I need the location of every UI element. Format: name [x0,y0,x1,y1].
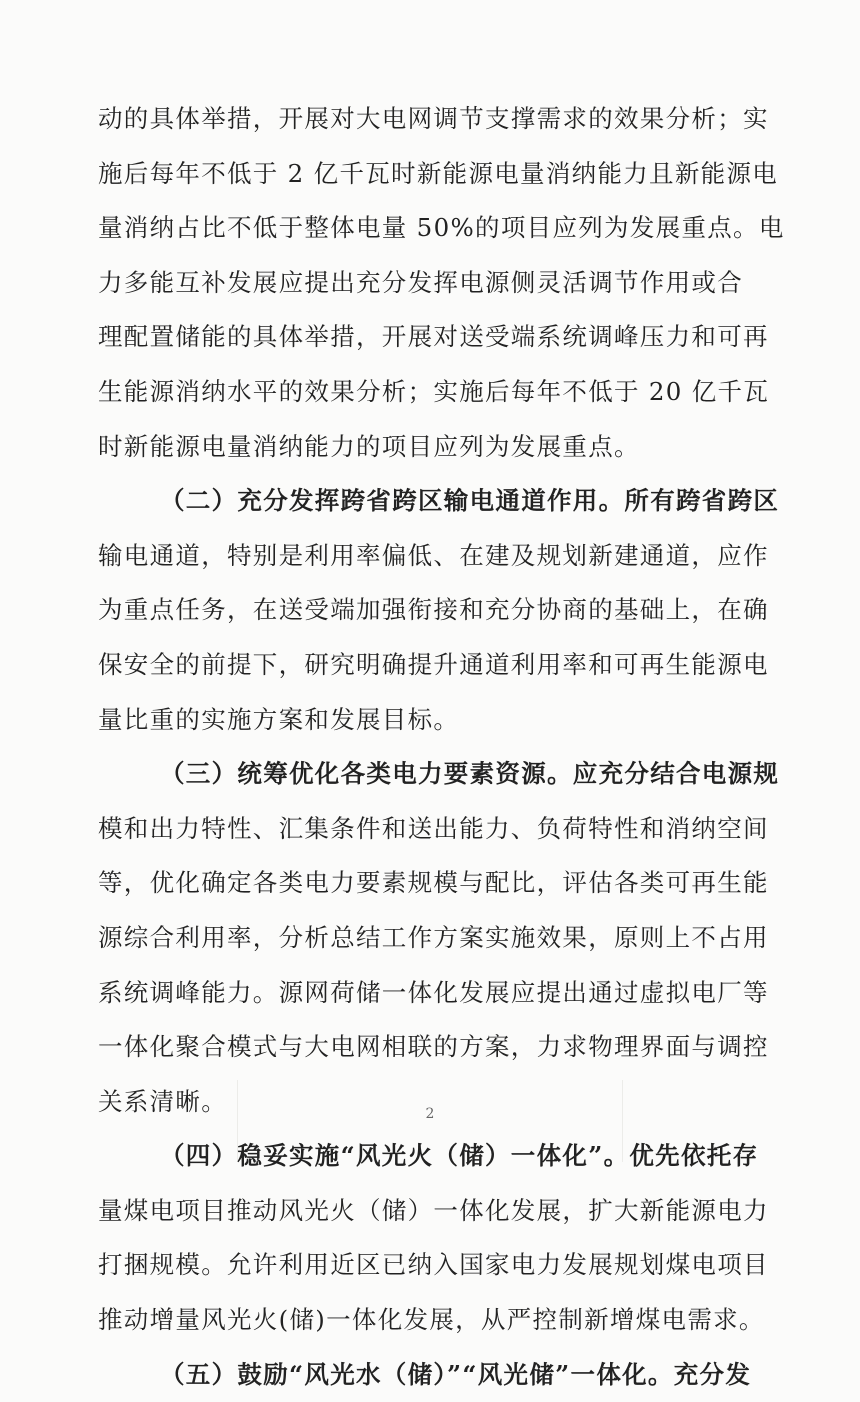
text-line: 模和出力特性、汇集条件和送出能力、负荷特性和消纳空间 [98,813,769,843]
text-line: 理配置储能的具体举措，开展对送受端系统调峰压力和可再 [98,322,769,352]
section-heading-line: （四）稳妥实施“风光火（储）一体化”。优先依托存 [160,1141,759,1171]
section-heading-line: （五）鼓励“风光水（储）”“风光储”一体化。充分发 [160,1359,752,1389]
text-line: 打捆规模。允许利用近区已纳入国家电力发展规划煤电项目 [98,1250,769,1280]
text-line: 等，优化确定各类电力要素规模与配比，评估各类可再生能 [98,868,769,898]
text-line: 推动增量风光火(储)一体化发展，从严控制新增煤电需求。 [98,1305,765,1335]
text-line: 力多能互补发展应提出充分发挥电源侧灵活调节作用或合 [98,267,743,297]
text-line: 生能源消纳水平的效果分析；实施后每年不低于 20 亿千瓦 [98,376,770,406]
text-line: 系统调峰能力。源网荷储一体化发展应提出通过虚拟电厂等 [98,977,769,1007]
text-line: 保安全的前提下，研究明确提升通道利用率和可再生能源电 [98,649,769,679]
text-line: 输电通道，特别是利用率偏低、在建及规划新建通道，应作 [98,540,769,570]
text-line: 一体化聚合模式与大电网相联的方案，力求物理界面与调控 [98,1032,769,1062]
text-line: 动的具体举措，开展对大电网调节支撑需求的效果分析；实 [98,104,769,133]
text-line: 关系清晰。 [98,1086,227,1116]
text-line: 施后每年不低于 2 亿千瓦时新能源电量消纳能力且新能源电 [98,158,779,188]
text-line: 源综合利用率，分析总结工作方案实施效果，原则上不占用 [98,922,769,952]
text-line: 为重点任务，在送受端加强衔接和充分协商的基础上，在确 [98,595,769,625]
text-line: 量煤电项目推动风光火（储）一体化发展，扩大新能源电力 [98,1195,769,1225]
text-line: 量消纳占比不低于整体电量 50%的项目应列为发展重点。电 [98,213,785,243]
text-line: 量比重的实施方案和发展目标。 [98,704,460,734]
page-number: 2 [425,1106,435,1122]
text-line: 时新能源电量消纳能力的项目应列为发展重点。 [98,431,640,461]
section-heading-line: （三）统筹优化各类电力要素资源。应充分结合电源规 [160,759,780,789]
section-heading-line: （二）充分发挥跨省跨区输电通道作用。所有跨省跨区 [160,486,780,516]
body-text [98,92,785,1402]
